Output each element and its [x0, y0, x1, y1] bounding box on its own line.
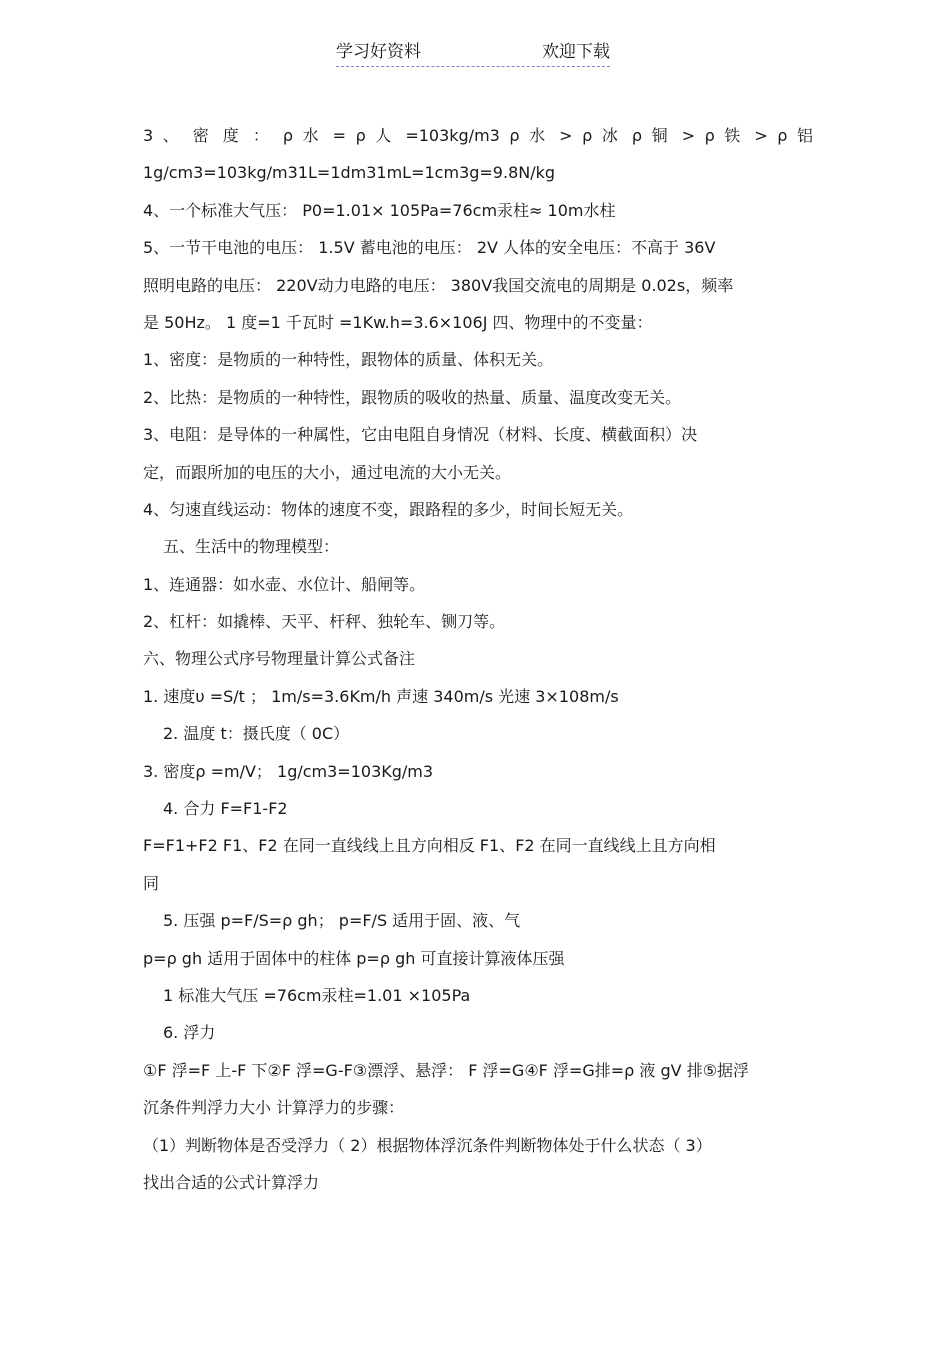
text-line: 5、一节干电池的电压： 1.5V 蓄电池的电压： 2V 人体的安全电压：不高于 36V	[143, 238, 716, 258]
text-line: 4、匀速直线运动：物体的速度不变，跟路程的多少，时间长短无关。	[143, 499, 634, 519]
text-line: （1）判断物体是否受浮力（ 2）根据物体浮沉条件判断物体处于什么状态（ 3）	[143, 1135, 712, 1155]
text-line: F=F1+F2 F1、F2 在同一直线线上且方向相反 F1、F2 在同一直线线上且方向相	[143, 836, 716, 856]
text-line: p=ρ gh 适用于固体中的柱体 p=ρ gh 可直接计算液体压强	[143, 948, 565, 968]
text-line: 同	[143, 873, 160, 893]
text-line: 1、连通器：如水壶、水位计、船闸等。	[143, 574, 426, 594]
text-line: 2、比热：是物质的一种特性，跟物质的吸收的热量、质量、温度改变无关。	[143, 387, 682, 407]
document-body	[143, 117, 813, 1201]
text-line: 3. 密度ρ =m/V； 1g/cm3=103Kg/m3	[143, 761, 434, 781]
text-line: 1、密度：是物质的一种特性，跟物体的质量、体积无关。	[143, 350, 554, 370]
text-line: 3 、 密 度 ： ρ 水 = ρ 人 =103kg/m3 ρ 水 > ρ 冰 ρ 铜 > ρ 铁 > ρ 铝	[143, 126, 813, 145]
text-line: 1g/cm3=103kg/m31L=1dm31mL=1cm3g=9.8N/kg	[143, 163, 556, 183]
text-line: 4、一个标准大气压： P0=1.01× 105Pa=76cm汞柱≈ 10m水柱	[143, 200, 616, 220]
page-header	[336, 40, 610, 67]
text-line: 5. 压强 p=F/S=ρ gh； p=F/S 适用于固、液、气	[163, 911, 521, 931]
section-heading: 六、物理公式序号物理量计算公式备注	[143, 649, 416, 669]
text-line: 2. 温度 t：摄氏度（ 0C）	[163, 724, 350, 744]
text-line: 沉条件判浮力大小 计算浮力的步骤：	[143, 1098, 405, 1118]
text-line: 2、杠杆：如撬棒、天平、杆秤、独轮车、铡刀等。	[143, 612, 506, 632]
text-line: 3、电阻：是导体的一种属性，它由电阻自身情况（材料、长度、横截面积）决	[143, 425, 698, 445]
text-line: 1. 速度υ =S/t ； 1m/s=3.6Km/h 声速 340m/s 光速 3×108m/s	[143, 686, 619, 706]
text-line: 4. 合力 F=F1-F2	[163, 799, 288, 819]
header-right-text: 欢迎下载	[542, 42, 610, 62]
header-left-text: 学习好资料	[336, 42, 421, 62]
text-line: 是 50Hz。 1 度=1 千瓦时 =1Kw.h=3.6×106J 四、物理中的不变量：	[143, 312, 653, 332]
section-heading: 五、生活中的物理模型：	[163, 537, 340, 557]
text-line: 6. 浮力	[163, 1023, 216, 1043]
text-line: 1 标准大气压 =76cm汞柱=1.01 ×105Pa	[163, 985, 471, 1005]
text-line: ①F 浮=F 上-F 下②F 浮=G-F③漂浮、悬浮： F 浮=G④F 浮=G排=ρ 液 gV 排⑤据浮	[143, 1060, 750, 1080]
text-line: 照明电路的电压： 220V动力电路的电压： 380V我国交流电的周期是 0.02s，频率	[143, 275, 734, 295]
text-line: 定，而跟所加的电压的大小，通过电流的大小无关。	[143, 462, 512, 482]
text-line: 找出合适的公式计算浮力	[143, 1172, 320, 1192]
